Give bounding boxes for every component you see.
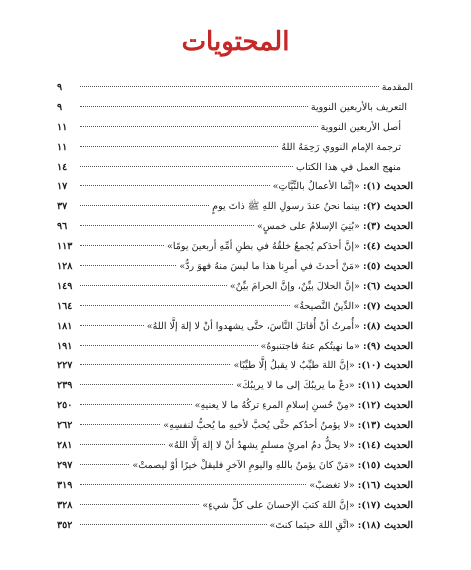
toc-entry-text: «أُمرتُ أنْ أُقاتلَ النَّاسَ، حتَّى يشهدوا أنْ لا إلهَ إلَّا اللهُ»: [146, 320, 360, 332]
toc-entry-text: «ما نهيتُكم عنهُ فاجتنبوهُ»: [260, 340, 360, 352]
toc-entry-text: المقدمة: [381, 82, 413, 93]
toc-entry[interactable]: [57, 177, 413, 197]
dot-leader: [80, 404, 192, 405]
toc-entry-title: [309, 476, 413, 496]
toc-page-number: ٢٥٠: [57, 400, 73, 412]
dot-leader: [80, 205, 209, 206]
page-title: المحتويات: [181, 27, 290, 57]
toc-entry-label: الحديث (٤):: [362, 241, 413, 253]
toc-entry[interactable]: [57, 158, 413, 178]
toc-entry-title: [257, 217, 413, 237]
toc-page-number: ٢٢٧: [57, 360, 73, 372]
toc-page-number: ١١٣: [57, 241, 73, 253]
toc-entry-text: «إنَّ الحلالَ بيِّنٌ، وإنَّ الحرامَ بيِّنٌ»: [229, 280, 360, 292]
dot-leader: [80, 305, 290, 306]
toc-page-number: ٣٥٢: [57, 519, 73, 531]
dot-leader: [80, 384, 233, 385]
toc-page-number: ١١: [57, 121, 68, 133]
toc-entry-title: [167, 237, 413, 257]
toc-entry-title: [261, 337, 414, 357]
toc-entry-title: [202, 496, 413, 516]
toc-entry-label: الحديث (٣):: [362, 221, 413, 233]
toc-entry-title: [132, 456, 413, 476]
toc-page-number: ١١: [57, 141, 68, 153]
toc-entry[interactable]: [57, 138, 413, 158]
dot-leader: [80, 504, 199, 505]
toc-page-number: ١٢٨: [57, 261, 73, 273]
toc-list: [57, 78, 413, 535]
toc-entry-title: [147, 317, 413, 337]
toc-entry-text: «مِنْ حُسنِ إسلامِ المرءِ تركُهُ ما لا يعنيهِ»: [194, 400, 355, 412]
dot-leader: [80, 444, 165, 445]
toc-page-number: ٣٢٨: [57, 499, 73, 511]
dot-leader: [80, 285, 227, 286]
toc-entry[interactable]: [57, 396, 413, 416]
dot-leader: [80, 265, 176, 266]
toc-entry-text: ترجمة الإمام النووي رَحِمَهُ اللهُ: [281, 141, 401, 153]
toc-entry-title: [179, 257, 413, 277]
toc-entry-title: [296, 158, 413, 178]
toc-entry-text: «مَنْ أحدثَ في أمرِنا هذا ما ليسَ منهُ فهوَ ردٌّ»: [179, 261, 360, 273]
toc-entry-text: أصل الأربعين النووية: [320, 121, 401, 133]
dot-leader: [80, 424, 160, 425]
toc-entry-text: «مَنْ كانَ يؤمنُ باللهِ واليومِ الآخرِ فليقلْ خيرًا أوْ ليصمتْ»: [132, 459, 355, 471]
toc-entry[interactable]: [57, 237, 413, 257]
toc-entry-title: [168, 436, 413, 456]
toc-entry-text: «لا تغضبْ»: [309, 479, 355, 491]
toc-entry[interactable]: [57, 416, 413, 436]
toc-entry-label: الحديث (٢):: [362, 201, 413, 213]
toc-page-number: ١٩١: [57, 340, 73, 352]
toc-entry[interactable]: [57, 98, 413, 118]
dot-leader: [80, 166, 293, 167]
dot-leader: [80, 325, 144, 326]
toc-entry[interactable]: [57, 476, 413, 496]
toc-entry[interactable]: [57, 496, 413, 516]
toc-entry-title: [311, 98, 413, 118]
dot-leader: [80, 106, 308, 107]
toc-entry[interactable]: [57, 217, 413, 237]
toc-entry-text: «دعْ ما يريبُكَ إلى ما لا يريبُكَ»: [236, 380, 355, 392]
toc-page-number: ٢٣٩: [57, 380, 73, 392]
toc-entry[interactable]: [57, 376, 413, 396]
toc-page-number: ٣٧: [57, 201, 68, 213]
toc-entry-text: التعريف بالأربعين النووية: [310, 101, 407, 113]
toc-entry-label: الحديث (١٣):: [357, 420, 413, 432]
toc-page-number: ١٨١: [57, 320, 73, 332]
toc-entry-title: [270, 516, 413, 536]
toc-entry-label: الحديث (١٥):: [357, 459, 413, 471]
toc-entry[interactable]: [57, 297, 413, 317]
toc-entry[interactable]: [57, 317, 413, 337]
toc-page-number: ٩: [57, 82, 63, 93]
toc-entry-text: منهج العمل في هذا الكتاب: [296, 161, 401, 173]
toc-entry-title: [293, 297, 413, 317]
toc-entry-title: [195, 396, 413, 416]
toc-entry[interactable]: [57, 516, 413, 536]
toc-entry-text: «لا يؤمنُ أحدُكم حتَّى يُحبَّ لأخيهِ ما يُحبُّ لنفسِهِ»: [163, 420, 355, 432]
toc-entry[interactable]: [57, 257, 413, 277]
toc-entry-label: الحديث (٥):: [362, 261, 413, 273]
toc-page-number: ١٤٩: [57, 280, 73, 292]
dot-leader: [80, 126, 318, 127]
toc-page-number: ٩: [57, 101, 63, 113]
toc-entry-label: الحديث (٦):: [362, 280, 413, 292]
toc-entry[interactable]: [57, 356, 413, 376]
toc-entry-label: الحديث (١٨):: [357, 519, 413, 531]
dot-leader: [80, 524, 267, 525]
toc-entry[interactable]: [57, 197, 413, 217]
toc-page-number: ٩٦: [57, 221, 68, 233]
toc-entry[interactable]: [57, 436, 413, 456]
toc-entry-title: [273, 177, 413, 197]
toc-entry[interactable]: [57, 337, 413, 357]
toc-entry-label: الحديث (١١):: [357, 380, 413, 392]
toc-entry-title: [321, 118, 413, 138]
toc-entry-text: «إنَّ أحدَكم يُجمعُ خلقُهُ في بطنِ أمِّهِ أربعينَ يومًا»: [166, 241, 360, 253]
toc-entry-label: الحديث (١٠):: [357, 360, 413, 372]
toc-entry-label: الحديث (٩):: [362, 340, 413, 352]
toc-entry[interactable]: [57, 118, 413, 138]
toc-page-number: ١٤: [57, 161, 68, 173]
dot-leader: [80, 364, 230, 365]
toc-entry-label: الحديث (٧):: [362, 300, 413, 312]
toc-entry-title: [281, 138, 413, 158]
dot-leader: [80, 345, 258, 346]
dot-leader: [80, 245, 164, 246]
toc-entry-title: [382, 78, 413, 98]
toc-entry[interactable]: [57, 277, 413, 297]
dot-leader: [80, 484, 306, 485]
toc-entry-text: «إنَّ اللهَ طيِّبٌ لا يقبلُ إلَّا طيِّبًا»: [233, 360, 355, 372]
toc-entry-title: [212, 197, 413, 217]
dot-leader: [80, 225, 254, 226]
toc-page-number: ٣١٩: [57, 479, 73, 491]
toc-entry[interactable]: [57, 78, 413, 98]
dot-leader: [80, 86, 379, 87]
toc-entry-text: «إنَّما الأعمالُ بالنِّيَّاتِ»: [272, 181, 360, 193]
toc-entry-label: الحديث (١٧):: [357, 499, 413, 511]
toc-entry-label: الحديث (١٦):: [357, 479, 413, 491]
toc-entry-title: [163, 416, 413, 436]
toc-entry-title: [233, 356, 413, 376]
toc-page-number: ٢٨١: [57, 440, 73, 452]
toc-entry-label: الحديث (٨):: [362, 320, 413, 332]
toc-page-number: ١٦٤: [57, 300, 73, 312]
dot-leader: [80, 464, 129, 465]
toc-entry-text: بينما نحنُ عندَ رسولِ اللهِ ﷺ ذاتَ يومٍ: [212, 201, 360, 213]
dot-leader: [80, 146, 278, 147]
toc-entry-text: «بُنِيَ الإسلامُ على خمسٍ»: [256, 221, 360, 233]
toc-page-number: ٢٩٧: [57, 459, 73, 471]
toc-entry-title: [230, 277, 413, 297]
toc-entry-text: «إنَّ اللهَ كتبَ الإحسانَ على كلِّ شيءٍ»: [202, 499, 355, 511]
toc-entry-title: [236, 376, 413, 396]
toc-entry[interactable]: [57, 456, 413, 476]
toc-page-number: ٢٦٢: [57, 420, 73, 432]
toc-entry-label: الحديث (١٢):: [357, 400, 413, 412]
toc-entry-text: «الدِّينُ النَّصيحةُ»: [293, 300, 360, 312]
toc-page-number: ١٧: [57, 181, 68, 193]
toc-entry-label: الحديث (١٤):: [357, 440, 413, 452]
dot-leader: [80, 185, 270, 186]
toc-entry-label: الحديث (١):: [362, 181, 413, 193]
toc-entry-text: «اتَّقِ اللهَ حيثما كنتَ»: [269, 519, 355, 531]
toc-entry-text: «لا يحلُّ دمُ امرئٍ مسلمٍ يشهدُ أنْ لا إلهَ إلَّا اللهُ»: [168, 440, 355, 452]
